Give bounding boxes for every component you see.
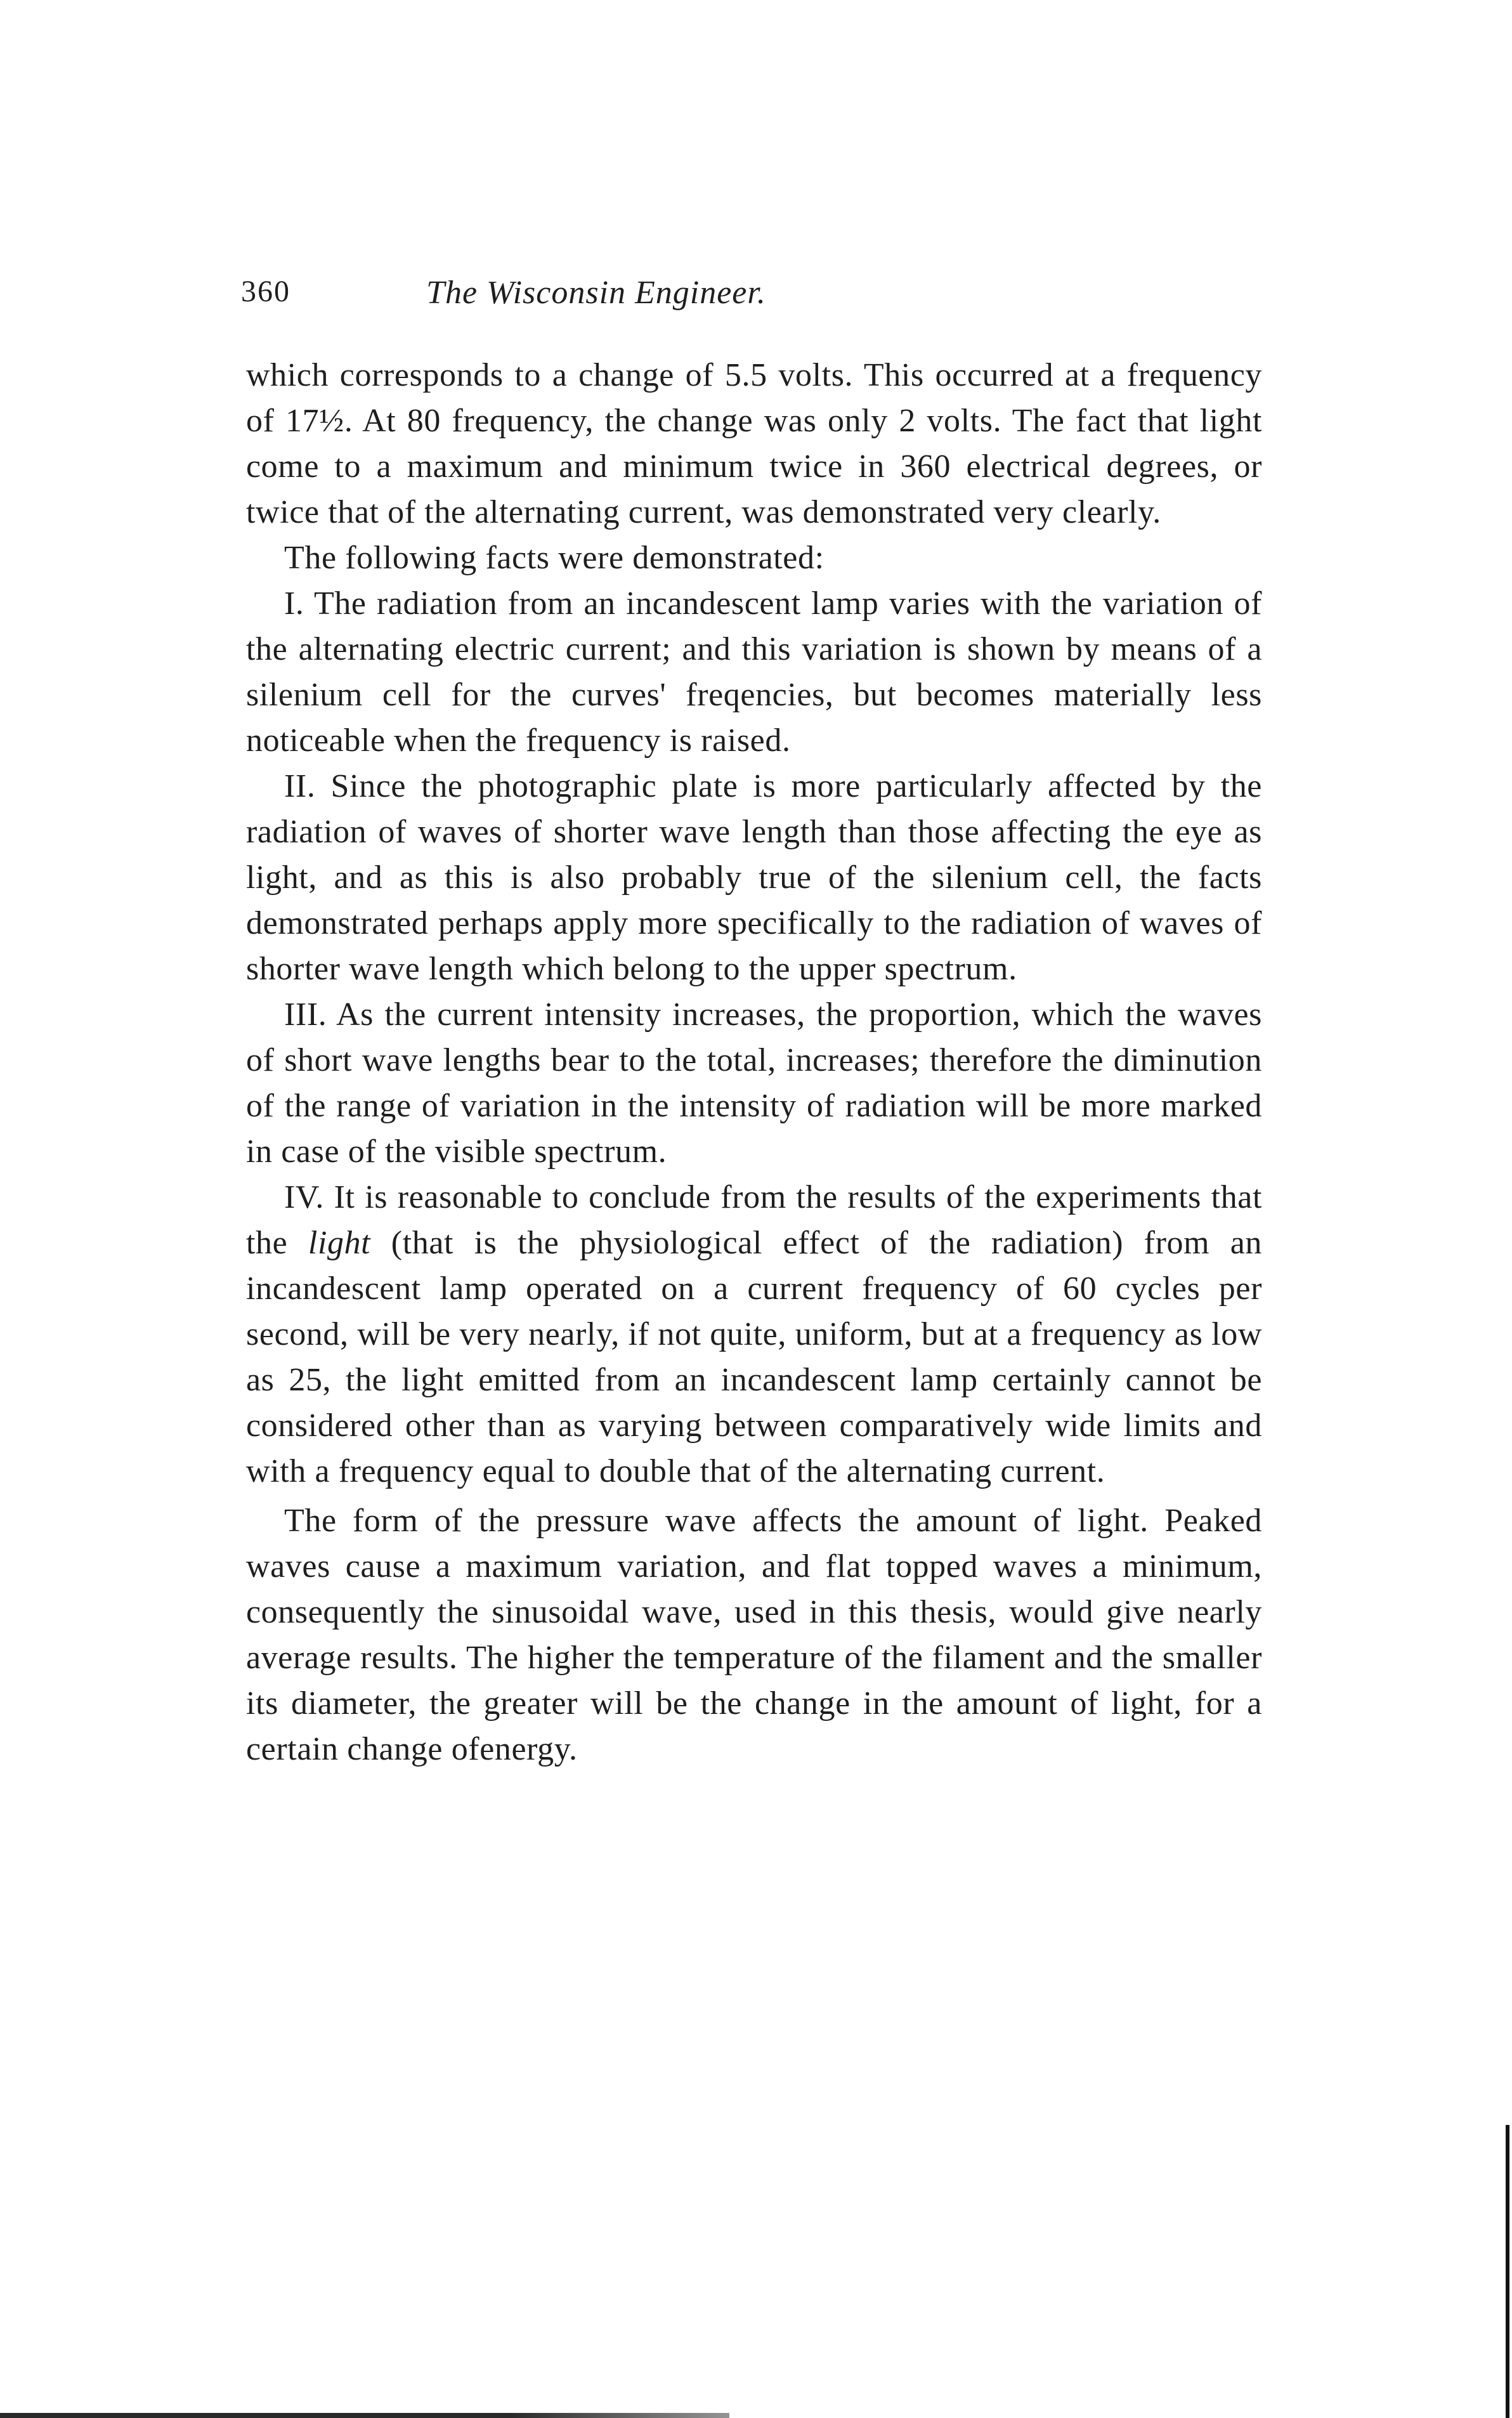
paragraph-continued: which corresponds to a change of 5.5 volts. This occurred at a frequency of 17½. At 80 frequency, the change was only 2 volts. The fact that light come to a maximum and minimum twice in 360 electrical degrees, or twice that of the alternating current, was demonstrated very clearly. <box>246 357 1262 530</box>
paragraph-fact-2: II. Since the photographic plate is more particularly affected by the radiation of waves of shorter wave length than those affecting the eye as light, and as this is also probably true of the silenium cell, the facts demonstrated perhaps apply more specifically to the radiation of waves of shorter wave length which belong to the upper spectrum. <box>246 768 1262 987</box>
running-title: The Wisconsin Engineer. <box>426 275 766 311</box>
scan-edge-bottom <box>0 2413 729 2418</box>
paragraph-facts-intro: The following facts were demonstrated: <box>284 540 824 576</box>
page-header <box>241 274 951 325</box>
body-text <box>246 353 1262 1772</box>
fact-4-italic-word: light <box>308 1225 371 1261</box>
paragraph-fact-1: I. The radiation from an incandescent lamp varies with the variation of the alternating electric current; and this variation is shown by means of a silenium cell for the curves' freqencies, but becomes materially less noticeable when the frequency is raised. <box>246 585 1262 759</box>
paragraph-fact-4 <box>246 1175 1262 1494</box>
paragraph-fact-3: III. As the current intensity increases, the proportion, which the waves of short wave lengths bear to the total, increases; therefore the diminution of the range of variation in the intensity of radiation will be more marked in case of the visible spectrum. <box>246 997 1262 1170</box>
fact-4-rest-text: (that is the physiological effect of the radiation) from an incandescent lamp operated on a current frequency of 60 cycles per second, will be very nearly, if not quite, uniform, but at a frequency as low as 25, the light emitted from an incandescent lamp certainly cannot be considered other than as varying between comparatively wide limits and with a frequency equal to double that of the alternating current. <box>246 1225 1262 1489</box>
paragraph-pressure-wave: The form of the pressure wave affects the amount of light. Peaked waves cause a maximum variation, and flat topped waves a minimum, consequently the sinusoidal wave, used in this thesis, would give nearly average results. The higher the temperature of the filament and the smaller its diameter, the greater will be the change in the amount of light, for a certain change ofenergy. <box>246 1503 1262 1767</box>
page-number: 360 <box>241 275 290 308</box>
fact-4-lead-text: IV. It is reasonable to conclude from the results of the experiments that the <box>246 1179 1262 1261</box>
scan-edge-right <box>1506 2125 1509 2418</box>
